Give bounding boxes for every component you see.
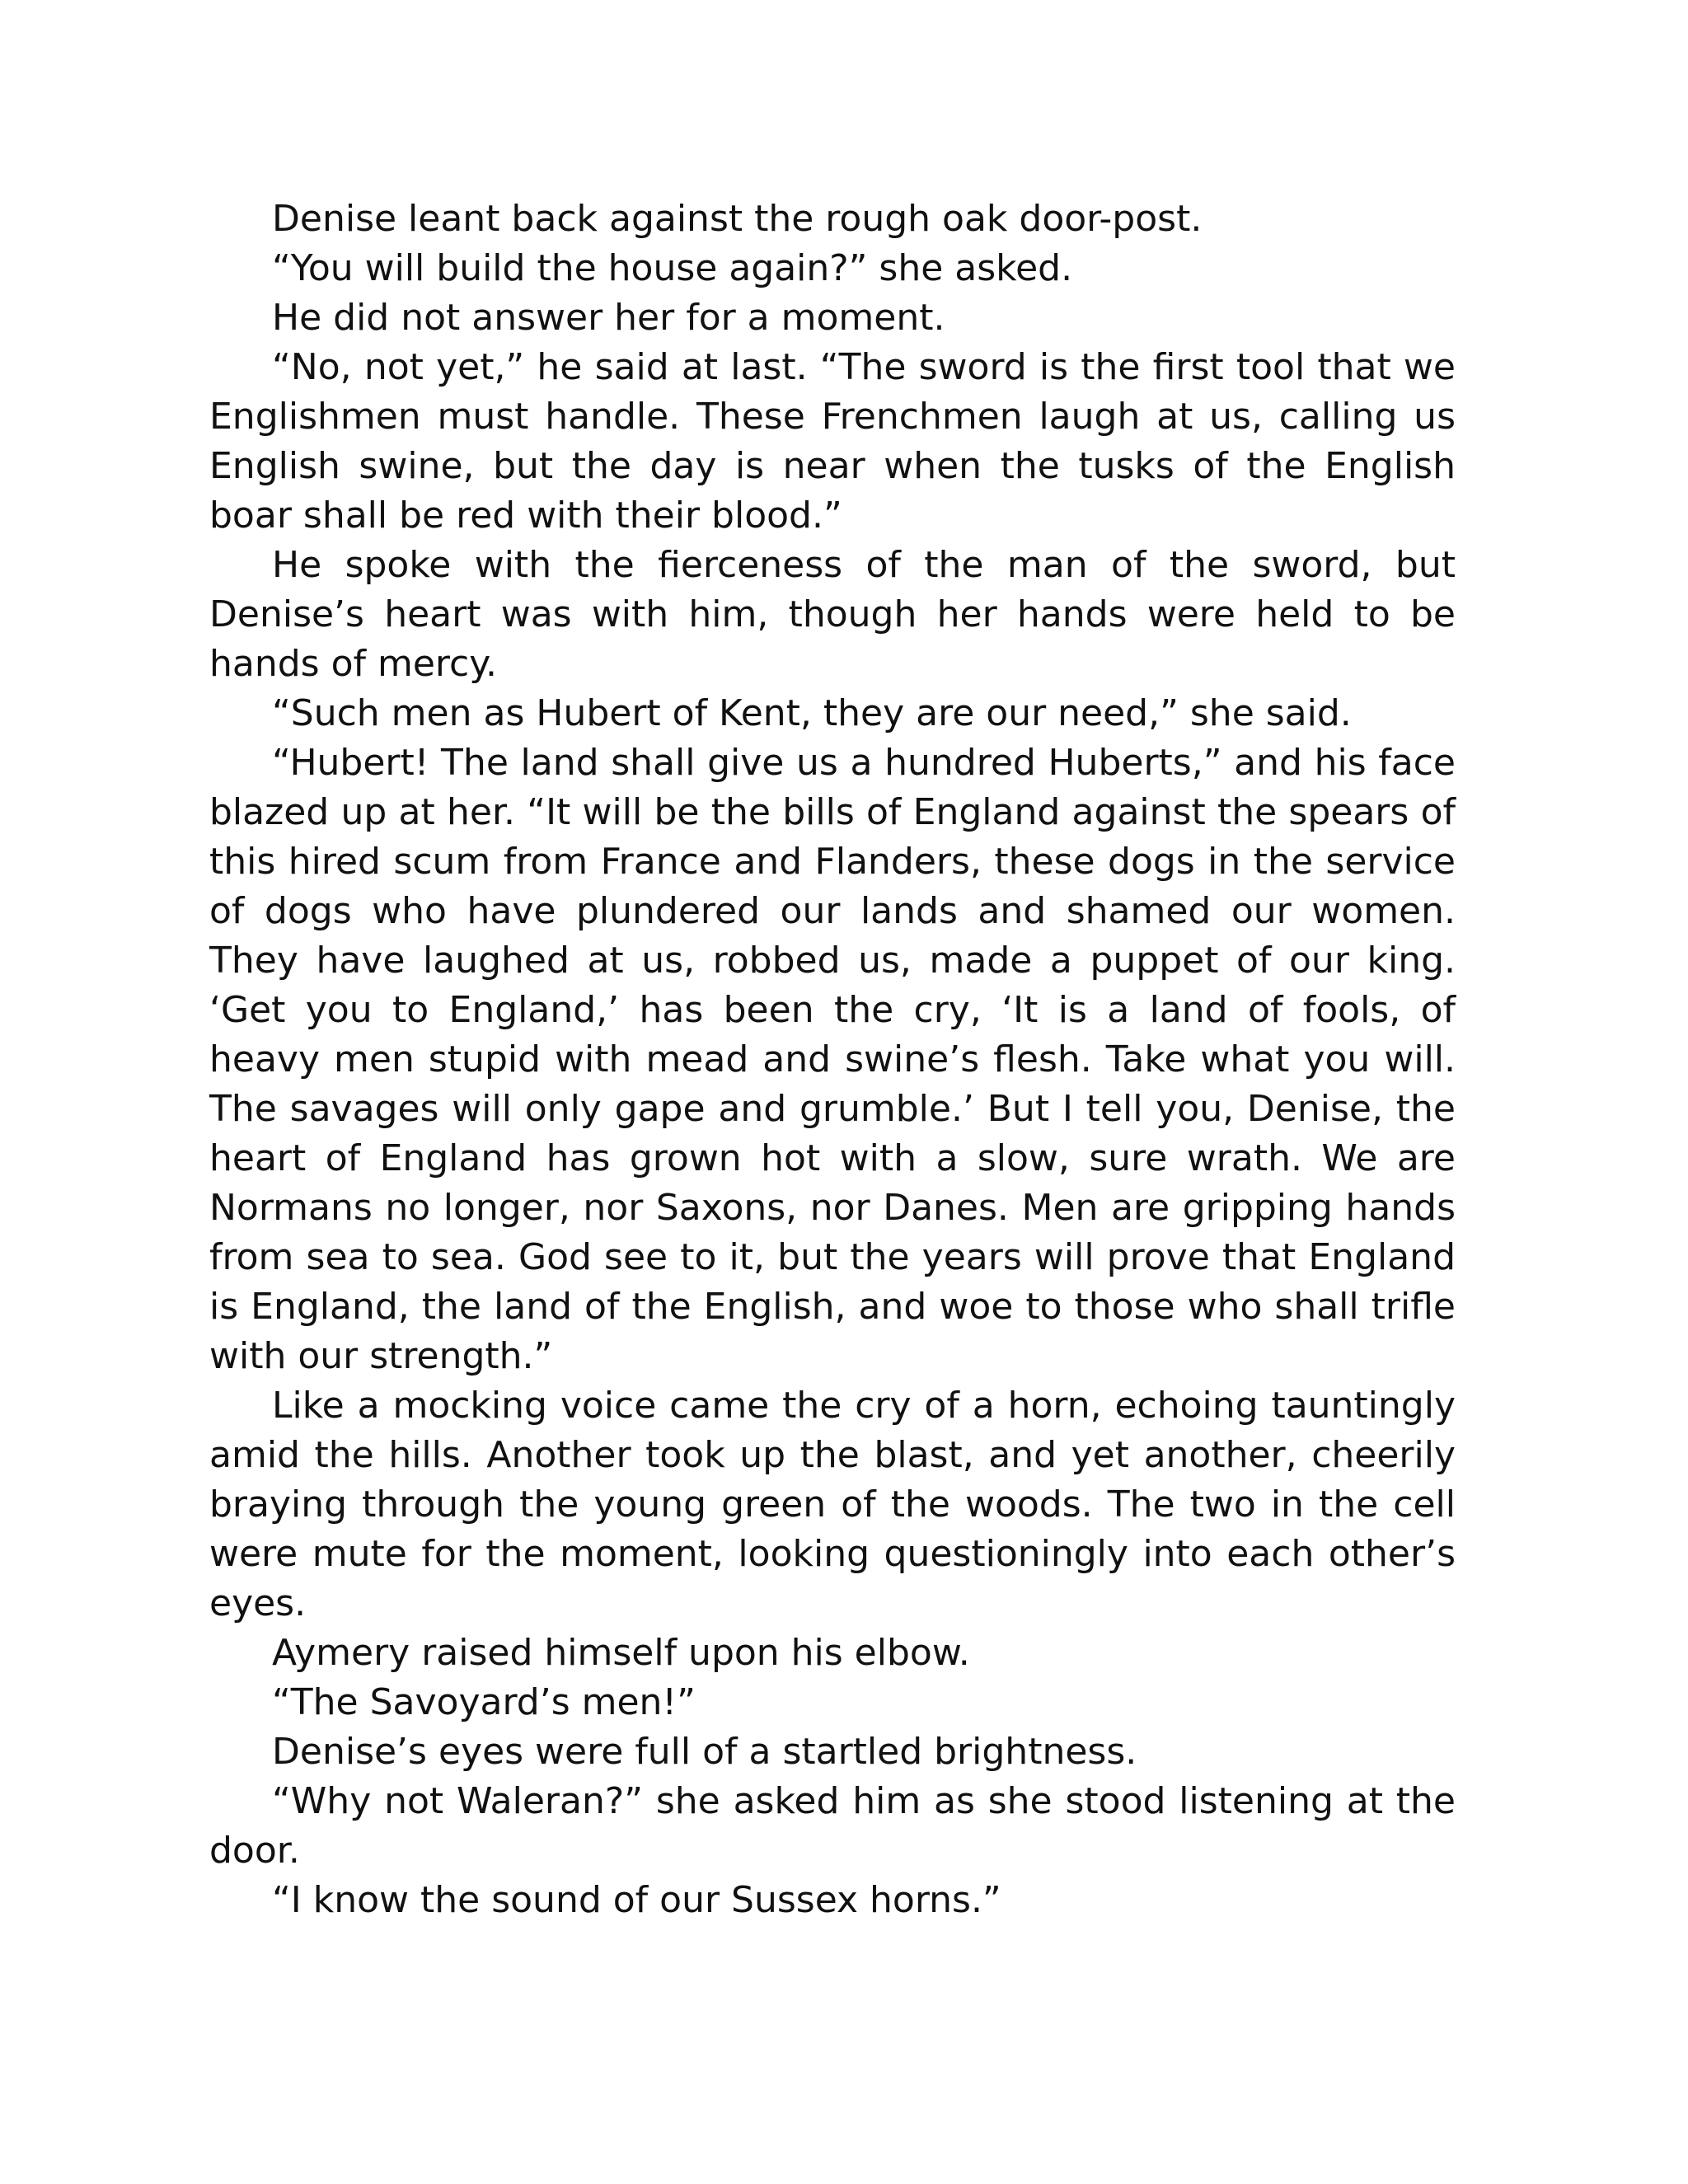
paragraph: “You will build the house again?” she asked. bbox=[272, 247, 1073, 289]
paragraph: “No, not yet,” he said at last. “The sword is the first tool that we Englishmen must handle. These Frenchmen laugh at us, calling us English swine, but the day is near when the tusks of the English boar shall be red with their blood.” bbox=[209, 346, 1456, 537]
paragraph: “I know the sound of our Sussex horns.” bbox=[272, 1879, 1001, 1921]
paragraph: Denise’s eyes were full of a startled brightness. bbox=[272, 1731, 1137, 1773]
paragraph: Denise leant back against the rough oak door-post. bbox=[272, 198, 1203, 240]
page-body bbox=[209, 194, 1456, 1925]
paragraph: “The Savoyard’s men!” bbox=[272, 1681, 696, 1723]
paragraph: “Such men as Hubert of Kent, they are our need,” she said. bbox=[272, 692, 1352, 734]
paragraph: Aymery raised himself upon his elbow. bbox=[272, 1632, 970, 1674]
paragraph: He spoke with the fierceness of the man of the sword, but Denise’s heart was with him, though her hands were held to be hands of mercy. bbox=[209, 544, 1456, 685]
paragraph: “Why not Waleran?” she asked him as she stood listening at the door. bbox=[209, 1780, 1456, 1872]
paragraph: Like a mocking voice came the cry of a horn, echoing tauntingly amid the hills. Another took up the blast, and yet another, cheerily braying through the young green of the woods. The two in the cell were mute for the moment, looking questioningly into each other’s eyes. bbox=[209, 1385, 1456, 1624]
paragraph: He did not answer her for a moment. bbox=[272, 297, 945, 339]
paragraph: “Hubert! The land shall give us a hundred Huberts,” and his face blazed up at her. “It will be the bills of England against the spears of this hired scum from France and Flanders, these dogs in the service of dogs who have plundered our lands and shamed our women. They have laughed at us, robbed us, made a puppet of our king. ‘Get you to England,’ has been the cry, ‘It is a land of fools, of heavy men stupid with mead and swine’s flesh. Take what you will. The savages will only gape and grumble.’ But I tell you, Denise, the heart of England has grown hot with a slow, sure wrath. We are Normans no longer, nor Saxons, nor Danes. Men are gripping hands from sea to sea. God see to it, but the years will prove that England is England, the land of the English, and woe to those who shall trifle with our strength.” bbox=[209, 742, 1456, 1377]
